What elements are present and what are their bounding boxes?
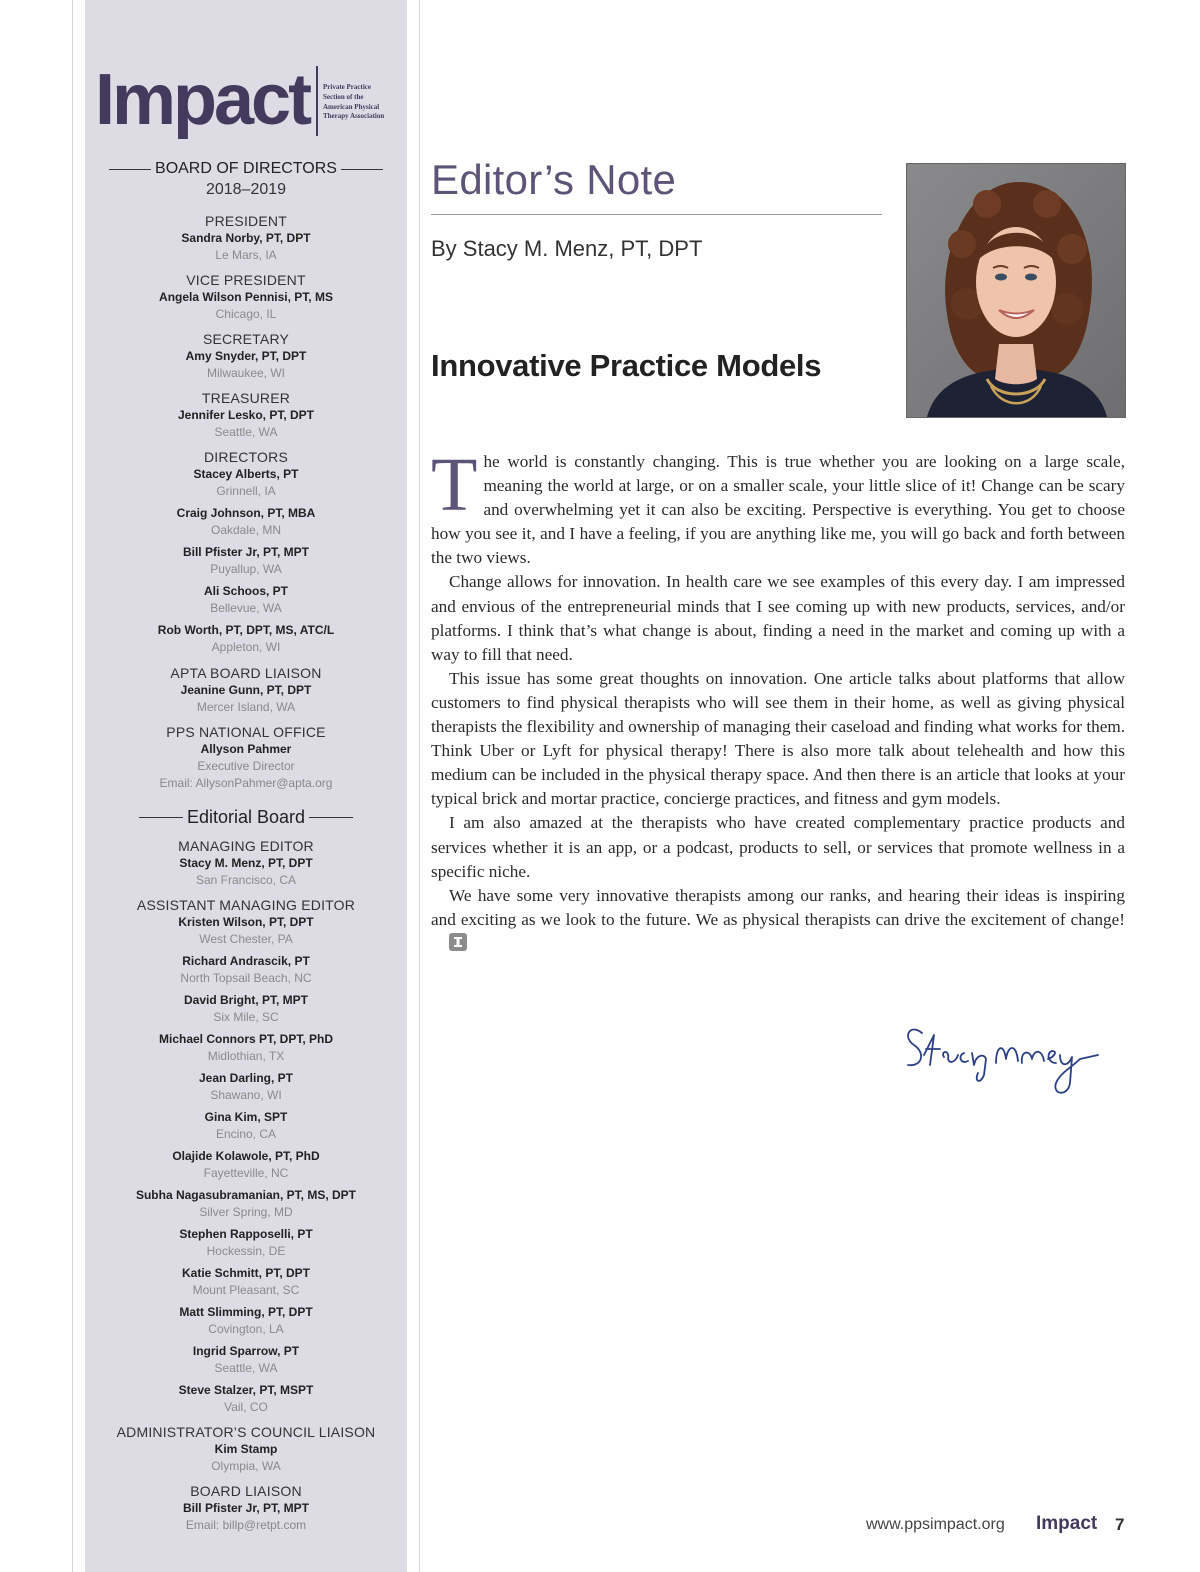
article-headline: Innovative Practice Models	[431, 348, 822, 383]
member-city: Midlothian, TX	[207, 1049, 285, 1063]
paragraph-2: Change allows for innovation. In health care we see examples of this every day. I am impressed and envious of the entrepreneurial minds that I see coming up with new products, services, and/or platforms. I think that’s what change is about, finding a need in the market and coming up with a way to fill that need.	[431, 572, 1125, 664]
member-city: Covington, LA	[208, 1322, 284, 1336]
member-name: Katie Schmitt, PT, DPT	[181, 1266, 311, 1280]
heading-rule	[109, 169, 151, 170]
page-margin-line-right	[419, 0, 420, 1572]
member-city: West Chester, PA	[199, 932, 293, 946]
member-city: Shawano, WI	[210, 1088, 282, 1102]
page-number: 7	[1115, 1515, 1125, 1534]
member-name: Subha Nagasubramanian, PT, MS, DPT	[135, 1188, 357, 1202]
apta-board-liaison: APTA BOARD LIAISON Jeanine Gunn, PT, DPT Mercer Island, WA	[170, 665, 322, 714]
board-vice-president: VICE PRESIDENT Angela Wilson Pennisi, PT, MS Chicago, IL	[159, 272, 333, 321]
author-signature	[900, 1015, 1110, 1105]
paragraph-3: This issue has some great thoughts on innovation. One article talks about platforms that allow customers to find physical therapists who will see them in their home, as well as giving physical therapists the flexibility and ownership of managing their caseload and finding what works for them. Think Uber or Lyft for physical therapy! There is also more talk about telehealth and how this medium can be included in the physical therapy space. And then there is an article that looks at your typical brick and mortar practice, concierge practices, and fitness and gym models.	[431, 668, 1125, 809]
member-city: Six Mile, SC	[213, 1010, 279, 1024]
author-photo	[906, 163, 1126, 418]
portrait-illustration	[907, 164, 1125, 417]
page-margin-line-left	[72, 0, 73, 1572]
paragraph-4: I am also amazed at the therapists who have created complementary practice products and services whether it is an app, or a podcast, products to sell, or services that promote wellness in a specific niche.	[431, 813, 1125, 881]
member-city: Silver Spring, MD	[199, 1205, 293, 1219]
director-city: Bellevue, WA	[210, 601, 282, 615]
member-name: Ingrid Sparrow, PT	[192, 1344, 300, 1358]
footer-website: www.ppsimpact.org	[866, 1516, 1005, 1533]
heading-rule	[139, 817, 183, 818]
member-city: Encino, CA	[215, 1127, 277, 1141]
member-city: Seattle, WA	[214, 1361, 278, 1375]
paragraph-5: We have some very innovative therapists among our ranks, and hearing their ideas is inspiring and exciting as we look to the future. We as physical therapists can drive the excitement of change!	[431, 884, 1125, 958]
director-name: Ali Schoos, PT	[203, 584, 288, 598]
impact-logo	[95, 58, 405, 142]
board-president: PRESIDENT Sandra Norby, PT, DPT Le Mars, IA	[181, 213, 311, 262]
board-secretary: SECRETARY Amy Snyder, PT, DPT Milwaukee, WI	[185, 331, 307, 380]
board-heading: BOARD OF DIRECTORS	[85, 160, 407, 178]
logo-divider	[316, 66, 318, 136]
member-name: Gina Kim, SPT	[204, 1110, 288, 1124]
director-name: Stacey Alberts, PT	[193, 467, 299, 481]
logo-wordmark: Impact	[95, 60, 310, 140]
board-liaison: BOARD LIAISON Bill Pfister Jr, PT, MPT Email: billp@retpt.com	[85, 1482, 407, 1534]
liaison-email: Email: billp@retpt.com	[185, 1518, 307, 1532]
heading-rule	[309, 817, 353, 818]
director-name: Rob Worth, PT, DPT, MS, ATC/L	[157, 623, 335, 637]
director-name: Bill Pfister Jr, PT, MPT	[182, 545, 310, 559]
article-body	[431, 443, 1125, 958]
member-city: Mount Pleasant, SC	[192, 1283, 300, 1297]
board-directors: DIRECTORS Stacey Alberts, PT Grinnell, IA Craig Johnson, PT, MBA Oakdale, MN Bill Pfister Jr, PT, MPT Puyallup, WA Ali Schoos, PT Bellevue, WA Rob Worth, PT, DPT, MS, ATC/L Appleton, WI	[85, 448, 407, 661]
director-city: Appleton, WI	[211, 640, 281, 654]
member-city: Vail, CO	[224, 1400, 268, 1414]
director-city: Oakdale, MN	[210, 523, 282, 537]
board-treasurer: TREASURER Jennifer Lesko, PT, DPT Seattle, WA	[177, 390, 315, 439]
board-years: 2018–2019	[205, 181, 287, 198]
member-name: Olajide Kolawole, PT, PhD	[172, 1149, 320, 1163]
heading-rule	[341, 169, 383, 170]
pps-national-office: PPS NATIONAL OFFICE Allyson Pahmer Executive Director Email: AllysonPahmer@apta.org	[85, 723, 407, 792]
byline: By Stacy M. Menz, PT, DPT	[431, 236, 703, 261]
director-name: Craig Johnson, PT, MBA	[176, 506, 316, 520]
member-name: Steve Stalzer, PT, MSPT	[178, 1383, 314, 1397]
director-city: Puyallup, WA	[210, 562, 282, 576]
member-name: Stephen Rapposelli, PT	[179, 1227, 313, 1241]
managing-editor: MANAGING EDITOR Stacy M. Menz, PT, DPT San Francisco, CA	[178, 838, 314, 887]
member-name: Matt Slimming, PT, DPT	[179, 1305, 313, 1319]
editorial-members: ASSISTANT MANAGING EDITOR Kristen Wilson, PT, DPT West Chester, PA Richard Andrascik, PT North Topsail Beach, NC David Bright, PT, MPT Six Mile, SC Michael Connors PT, DPT, PhD Midlothian, TX Jean Darling, PT Shawano, WI Gina Kim, SPT Encino, CA Olajide Kolawole, PT, PhD Fayetteville, NC Subha Nagasubramanian, PT, MS, DPT Silver Spring, MD Stephen Rapposelli, PT Hockessin, DE Katie Schmitt, PT, DPT Mount Pleasant, SC Matt Slimming, PT, DPT Covington, LA Ingrid Sparrow, PT Seattle, WA Steve Stalzer, PT, MSPT Vail, CO	[85, 896, 407, 1421]
member-name: Kristen Wilson, PT, DPT	[178, 915, 314, 929]
section-title: Editor’s Note	[431, 156, 677, 203]
member-name: Richard Andrascik, PT	[182, 954, 310, 968]
masthead-sidebar	[85, 0, 407, 1572]
member-city: Hockessin, DE	[206, 1244, 286, 1258]
administrators-council-liaison: ADMINISTRATOR’S COUNCIL LIAISON Kim Stamp Olympia, WA	[116, 1424, 376, 1473]
drop-cap: T	[431, 443, 478, 527]
logo-tagline: Private Practice Section of the American Physical Therapy Association	[323, 83, 385, 121]
member-name: Michael Connors PT, DPT, PhD	[158, 1032, 334, 1046]
paragraph-1: The world is constantly changing. This is true whether you are looking on a large scale, meaning the world at large, or on a smaller scale, your little slice of it! Change can be scary and overwhelming yet it can also be exciting. Perspective is everything. You get to choose how you see it, and I have a feeling, if you are anything like me, you will go back and forth between the two views.	[431, 443, 1125, 568]
title-rule	[431, 214, 882, 215]
member-city: Fayetteville, NC	[203, 1166, 289, 1180]
footer-brand: Impact	[1036, 1513, 1098, 1534]
member-name: David Bright, PT, MPT	[183, 993, 308, 1007]
director-city: Grinnell, IA	[216, 484, 276, 498]
member-city: North Topsail Beach, NC	[180, 971, 312, 985]
member-name: Jean Darling, PT	[198, 1071, 294, 1085]
office-email: Email: AllysonPahmer@apta.org	[159, 776, 333, 790]
end-mark-icon	[431, 933, 467, 958]
editorial-board-heading: Editorial Board	[85, 807, 407, 828]
